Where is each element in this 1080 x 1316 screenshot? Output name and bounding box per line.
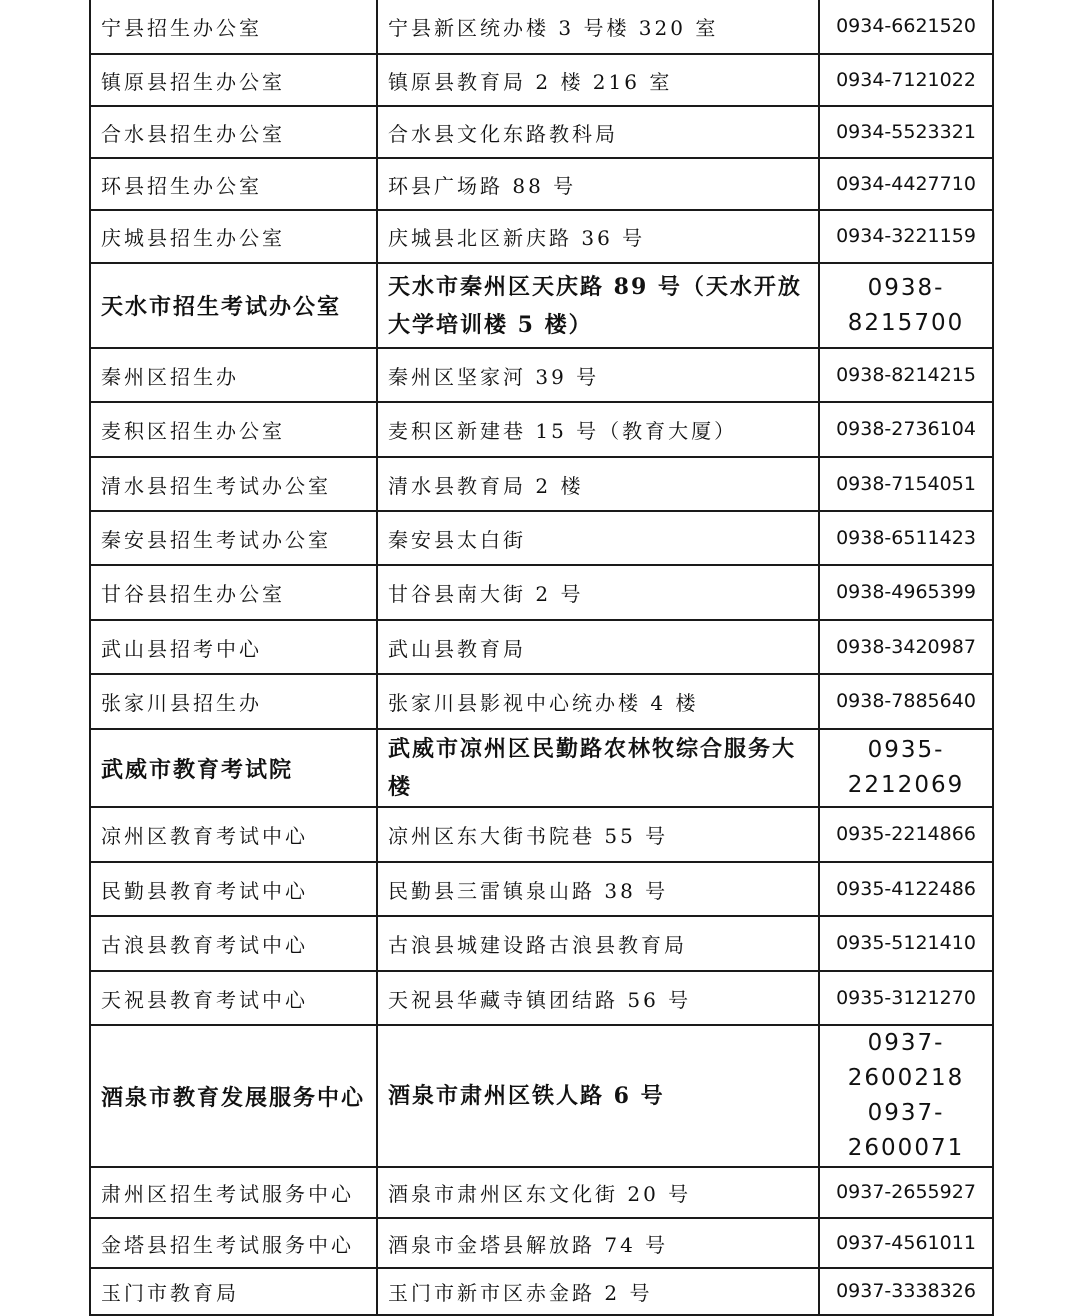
phone-cell	[819, 1268, 993, 1315]
address-cell: 天水市秦州区天庆路 89 号（天水开放大学培训楼 5 楼）	[377, 263, 819, 348]
office-name-cell: 武山县招考中心	[90, 620, 377, 674]
table-row	[90, 674, 993, 729]
phone-cell	[819, 729, 993, 807]
address-cell: 环县广场路 88 号	[377, 158, 819, 210]
table-row	[90, 807, 993, 862]
address-cell: 张家川县影视中心统办楼 4 楼	[377, 674, 819, 729]
phone-cell	[819, 210, 993, 263]
phone-number: 0934-6621520	[836, 15, 976, 37]
phone-cell	[819, 457, 993, 511]
phone-number: 0937-2600218	[847, 1030, 965, 1091]
phone-number: 0934-4427710	[836, 172, 976, 195]
office-name-cell: 庆城县招生办公室	[90, 210, 377, 263]
phone-cell	[819, 620, 993, 674]
phone-number: 0938-7154051	[836, 472, 976, 495]
phone-number: 0934-7121022	[836, 68, 976, 91]
phone-number: 0935-2212069	[847, 737, 965, 798]
address-cell: 镇原县教育局 2 楼 216 室	[377, 54, 819, 106]
table-row	[90, 106, 993, 158]
phone-number: 0935-5121410	[836, 932, 976, 954]
phone-number: 0937-2600071	[847, 1100, 965, 1161]
address-cell: 天祝县华藏寺镇团结路 56 号	[377, 971, 819, 1025]
office-name-cell: 酒泉市教育发展服务中心	[90, 1025, 377, 1167]
phone-number: 0938-6511423	[836, 526, 976, 549]
address-cell: 民勤县三雷镇泉山路 38 号	[377, 862, 819, 916]
table-row	[90, 565, 993, 620]
address-cell: 玉门市新市区赤金路 2 号	[377, 1268, 819, 1315]
address-cell: 清水县教育局 2 楼	[377, 457, 819, 511]
table-row	[90, 457, 993, 511]
office-name-cell: 秦州区招生办	[90, 348, 377, 402]
office-name-cell: 民勤县教育考试中心	[90, 862, 377, 916]
address-cell: 宁县新区统办楼 3 号楼 320 室	[377, 0, 819, 54]
address-cell: 庆城县北区新庆路 36 号	[377, 210, 819, 263]
phone-cell	[819, 348, 993, 402]
table-row	[90, 348, 993, 402]
table-row	[90, 0, 993, 54]
phone-number: 0937-4561011	[836, 1231, 976, 1254]
office-name-cell: 麦积区招生办公室	[90, 402, 377, 457]
office-name-cell: 宁县招生办公室	[90, 0, 377, 54]
address-cell: 麦积区新建巷 15 号（教育大厦）	[377, 402, 819, 457]
phone-cell	[819, 402, 993, 457]
phone-number: 0937-2655927	[836, 1181, 976, 1203]
table-row	[90, 1218, 993, 1268]
table-row	[90, 620, 993, 674]
table-row	[90, 511, 993, 565]
office-name-cell: 玉门市教育局	[90, 1268, 377, 1315]
phone-cell	[819, 106, 993, 158]
phone-number: 0938-7885640	[836, 690, 976, 712]
table-row	[90, 54, 993, 106]
contact-table	[89, 0, 994, 1316]
phone-number: 0938-3420987	[836, 635, 976, 658]
phone-number: 0937-3338326	[836, 1280, 976, 1302]
contact-table-body	[90, 0, 993, 1315]
table-row	[90, 971, 993, 1025]
table-row-city-header	[90, 1025, 993, 1167]
phone-number: 0935-2214866	[836, 823, 976, 845]
address-cell: 秦州区坚家河 39 号	[377, 348, 819, 402]
table-row	[90, 210, 993, 263]
address-cell: 武威市凉州区民勤路农林牧综合服务大楼	[377, 729, 819, 807]
table-row	[90, 916, 993, 971]
phone-cell	[819, 511, 993, 565]
office-name-cell: 天水市招生考试办公室	[90, 263, 377, 348]
phone-number: 0938-8214215	[836, 363, 976, 386]
phone-cell	[819, 1025, 993, 1167]
table-row	[90, 1268, 993, 1315]
table-row	[90, 1167, 993, 1218]
phone-number: 0935-3121270	[836, 986, 976, 1009]
phone-cell	[819, 565, 993, 620]
address-cell: 秦安县太白街	[377, 511, 819, 565]
office-name-cell: 武威市教育考试院	[90, 729, 377, 807]
office-name-cell: 环县招生办公室	[90, 158, 377, 210]
address-cell: 古浪县城建设路古浪县教育局	[377, 916, 819, 971]
phone-cell	[819, 1167, 993, 1218]
address-cell: 凉州区东大街书院巷 55 号	[377, 807, 819, 862]
address-cell: 武山县教育局	[377, 620, 819, 674]
phone-number: 0934-3221159	[836, 225, 976, 247]
phone-cell	[819, 158, 993, 210]
phone-cell	[819, 971, 993, 1025]
office-name-cell: 肃州区招生考试服务中心	[90, 1167, 377, 1218]
office-name-cell: 甘谷县招生办公室	[90, 565, 377, 620]
office-name-cell: 秦安县招生考试办公室	[90, 511, 377, 565]
address-cell: 甘谷县南大街 2 号	[377, 565, 819, 620]
phone-cell	[819, 674, 993, 729]
office-name-cell: 张家川县招生办	[90, 674, 377, 729]
office-name-cell: 凉州区教育考试中心	[90, 807, 377, 862]
address-cell: 酒泉市肃州区铁人路 6 号	[377, 1025, 819, 1167]
phone-number: 0938-2736104	[836, 418, 976, 440]
office-name-cell: 天祝县教育考试中心	[90, 971, 377, 1025]
phone-number: 0934-5523321	[836, 120, 976, 143]
table-row	[90, 158, 993, 210]
phone-cell	[819, 263, 993, 348]
office-name-cell: 镇原县招生办公室	[90, 54, 377, 106]
address-cell: 酒泉市肃州区东文化街 20 号	[377, 1167, 819, 1218]
phone-number: 0935-4122486	[836, 877, 976, 900]
phone-cell	[819, 1218, 993, 1268]
phone-number: 0938-8215700	[847, 274, 965, 336]
phone-cell	[819, 807, 993, 862]
table-row-city-header	[90, 729, 993, 807]
phone-cell	[819, 0, 993, 54]
table-row	[90, 862, 993, 916]
table-row-city-header	[90, 263, 993, 348]
office-name-cell: 清水县招生考试办公室	[90, 457, 377, 511]
table-row	[90, 402, 993, 457]
office-name-cell: 金塔县招生考试服务中心	[90, 1218, 377, 1268]
phone-cell	[819, 862, 993, 916]
address-cell: 酒泉市金塔县解放路 74 号	[377, 1218, 819, 1268]
office-name-cell: 古浪县教育考试中心	[90, 916, 377, 971]
phone-cell	[819, 916, 993, 971]
phone-number: 0938-4965399	[836, 581, 976, 603]
address-cell: 合水县文化东路教科局	[377, 106, 819, 158]
phone-cell	[819, 54, 993, 106]
office-name-cell: 合水县招生办公室	[90, 106, 377, 158]
